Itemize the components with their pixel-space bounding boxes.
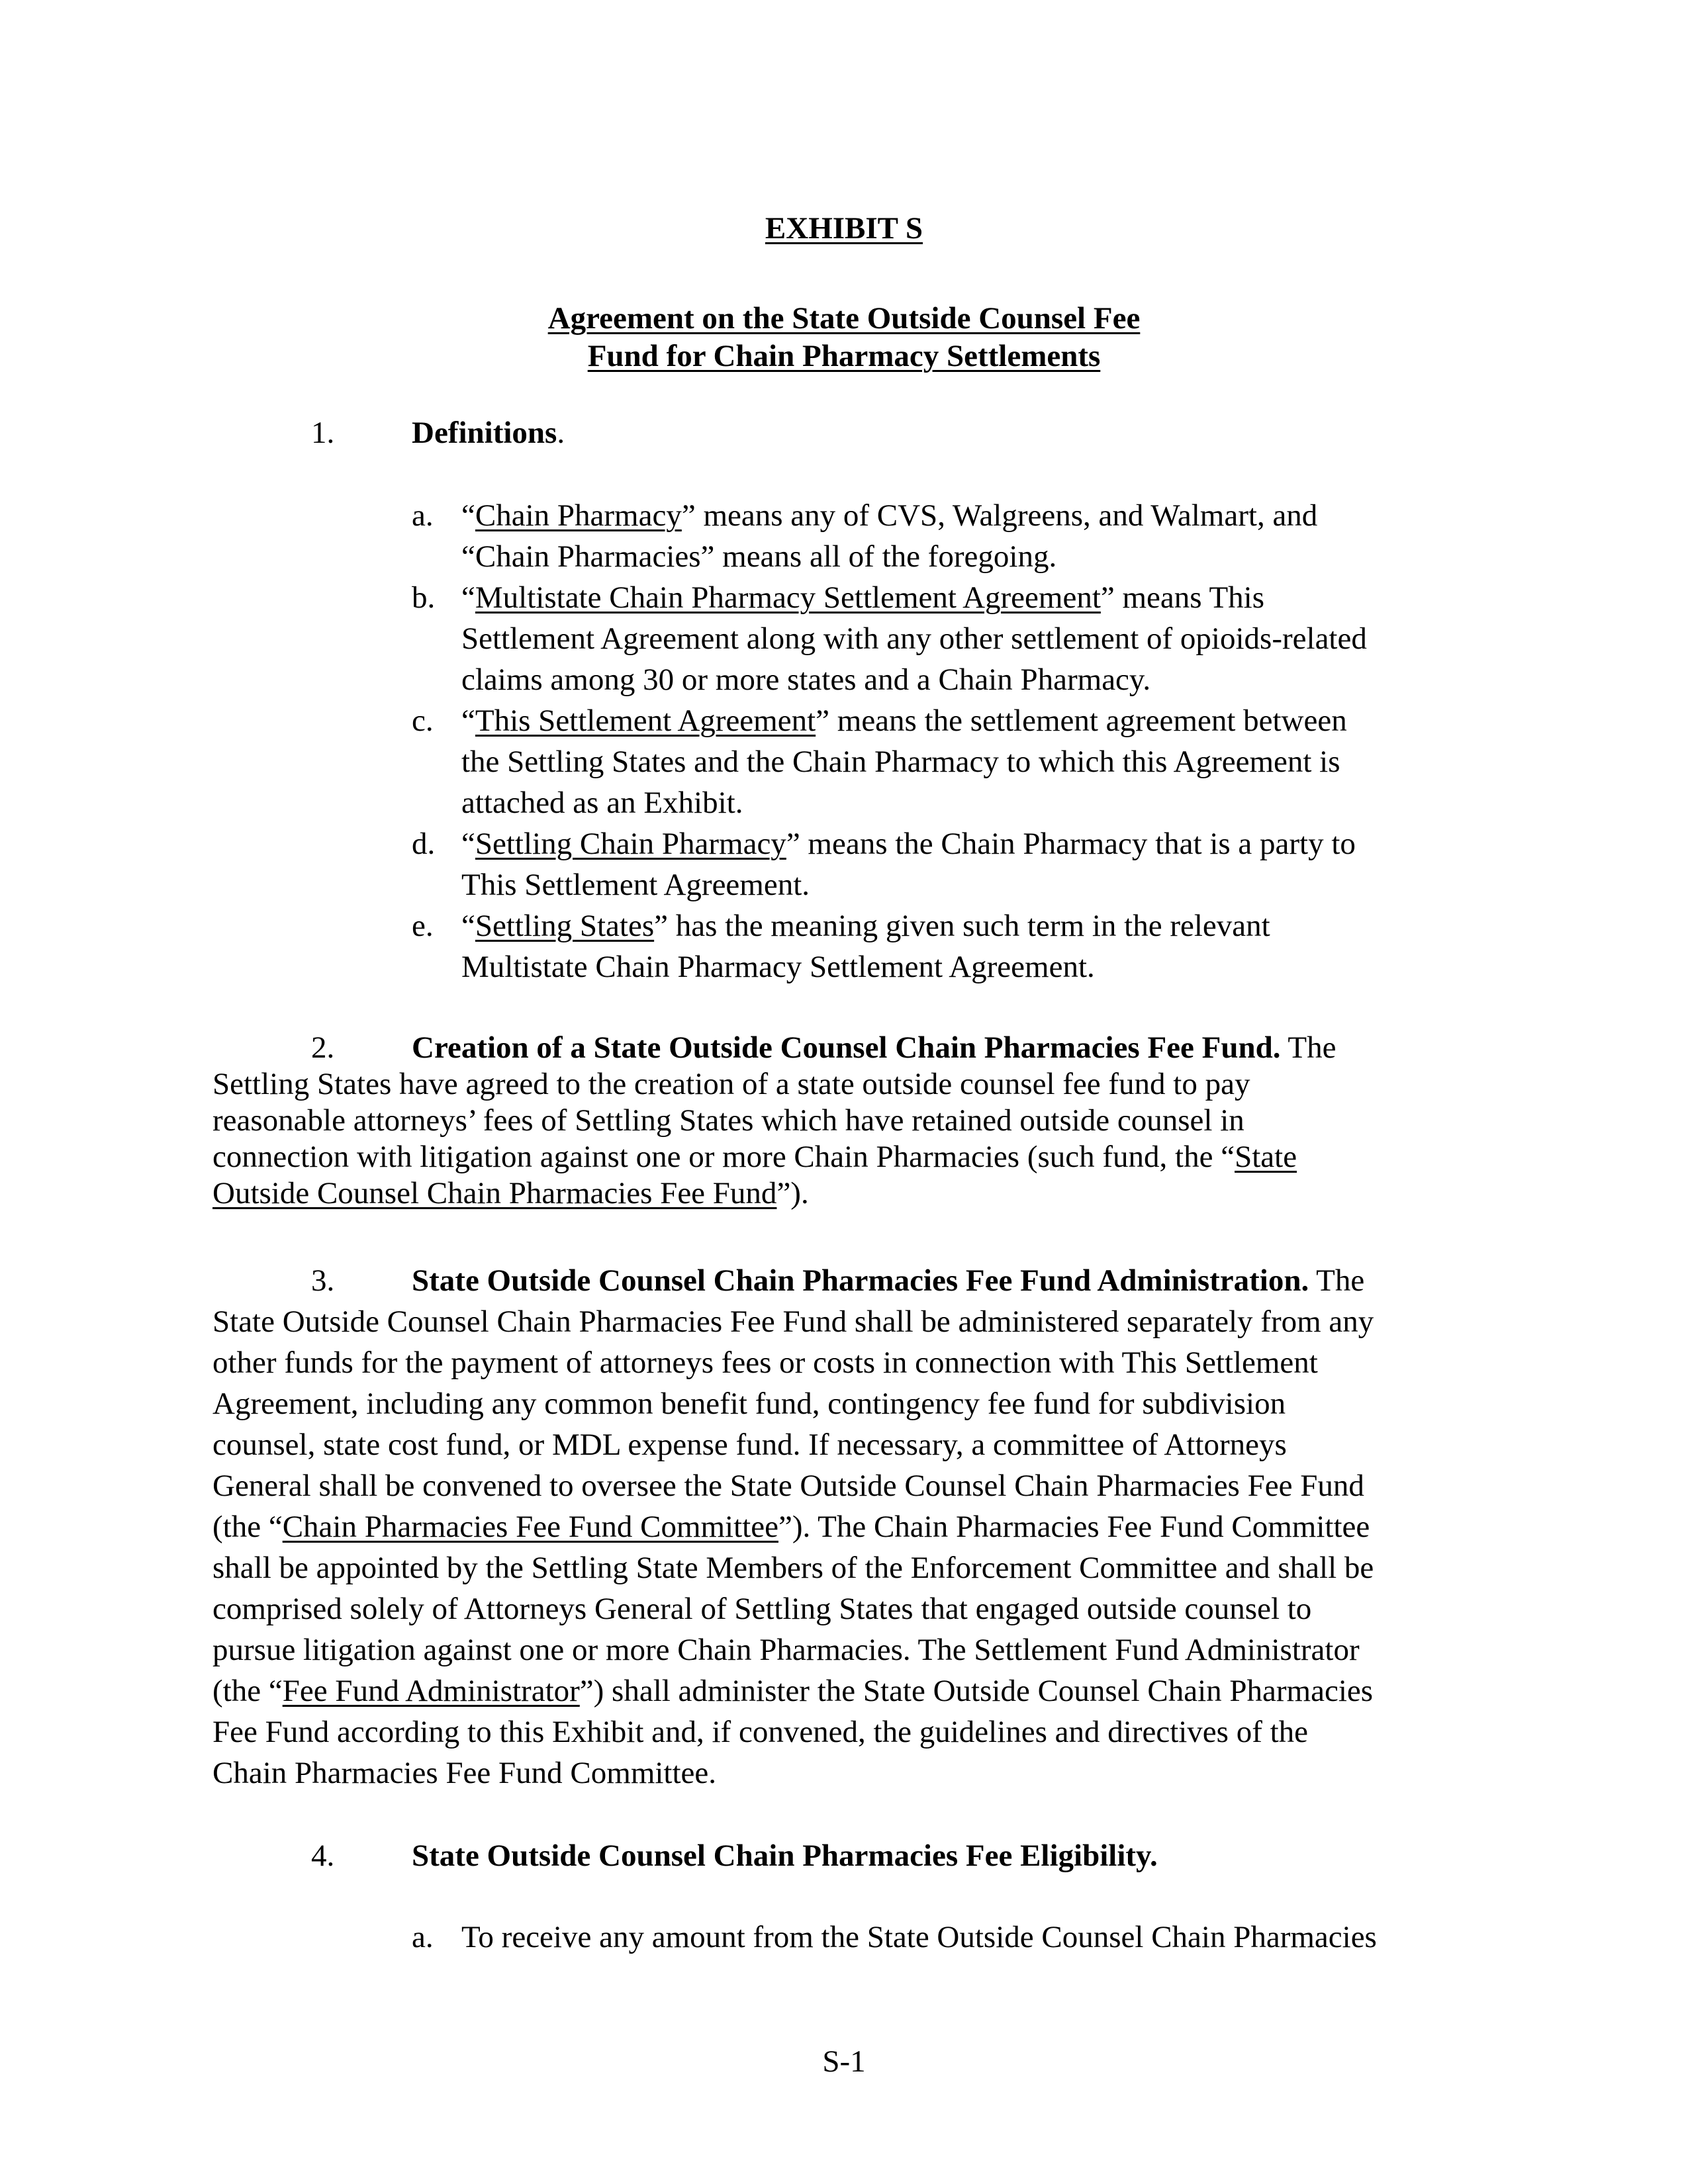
section-3-heading: State Outside Counsel Chain Pharmacies Fee Fund Administration. The <box>412 1263 1365 1298</box>
section-2-line-3: reasonable attorneys’ fees of Settling States which have retained outside counsel in <box>212 1103 1244 1138</box>
page-number: S-1 <box>822 2044 866 2079</box>
section-2-heading: Creation of a State Outside Counsel Chain Pharmacies Fee Fund. The <box>412 1030 1336 1065</box>
section-3-line-8: shall be appointed by the Settling State Members of the Enforcement Committee and shall be <box>212 1551 1374 1585</box>
exhibit-title: EXHIBIT S <box>765 211 923 246</box>
section-3-line-11: (the “Fee Fund Administrator”) shall administer the State Outside Counsel Chain Pharmacies <box>212 1674 1374 1708</box>
section-3-line-5: counsel, state cost fund, or MDL expense fund. If necessary, a committee of Attorneys <box>212 1428 1287 1462</box>
definition-a-label: a. <box>412 498 434 533</box>
definition-c-line-2: the Settling States and the Chain Pharmacy to which this Agreement is <box>461 745 1340 779</box>
definition-d-line-2: This Settlement Agreement. <box>461 868 810 902</box>
definition-b-line-1: “Multistate Chain Pharmacy Settlement Agreement” means This <box>461 580 1265 615</box>
definition-c-line-3: attached as an Exhibit. <box>461 786 743 820</box>
section-4-heading: State Outside Counsel Chain Pharmacies Fee Eligibility. <box>412 1839 1158 1873</box>
section-3-number: 3. <box>311 1263 335 1298</box>
definition-d-label: d. <box>412 827 436 861</box>
section-3-line-3: other funds for the payment of attorneys fees or costs in connection with This Settlement <box>212 1345 1318 1380</box>
section-2-line-4: connection with litigation against one or more Chain Pharmacies (such fund, the “State <box>212 1140 1297 1174</box>
section-1-number: 1. <box>311 416 335 450</box>
section-3-line-13: Chain Pharmacies Fee Fund Committee. <box>212 1756 717 1790</box>
definition-e-label: e. <box>412 909 434 943</box>
definition-b-line-3: claims among 30 or more states and a Chain Pharmacy. <box>461 662 1151 697</box>
section-1-heading: Definitions. <box>412 416 565 450</box>
section-3-line-10: pursue litigation against one or more Chain Pharmacies. The Settlement Fund Administrator <box>212 1633 1360 1667</box>
definition-d-line-1: “Settling Chain Pharmacy” means the Chain Pharmacy that is a party to <box>461 827 1356 861</box>
section-3-line-12: Fee Fund according to this Exhibit and, if convened, the guidelines and directives of the <box>212 1715 1309 1749</box>
section-2-line-5: Outside Counsel Chain Pharmacies Fee Fund”). <box>212 1176 809 1210</box>
section-3-line-4: Agreement, including any common benefit fund, contingency fee fund for subdivision <box>212 1387 1286 1421</box>
definition-a-line-1: “Chain Pharmacy” means any of CVS, Walgreens, and Walmart, and <box>461 498 1318 533</box>
section-4-number: 4. <box>311 1839 335 1873</box>
section-3-line-7: (the “Chain Pharmacies Fee Fund Committee”). The Chain Pharmacies Fee Fund Committee <box>212 1510 1370 1544</box>
definition-c-label: c. <box>412 704 434 738</box>
section-3-line-6: General shall be convened to oversee the State Outside Counsel Chain Pharmacies Fee Fund <box>212 1469 1364 1503</box>
subtitle-line-1: Agreement on the State Outside Counsel Fee <box>547 301 1141 336</box>
section-4-item-a-text: To receive any amount from the State Outside Counsel Chain Pharmacies <box>461 1920 1377 1954</box>
section-3-line-9: comprised solely of Attorneys General of Settling States that engaged outside counsel to <box>212 1592 1312 1626</box>
subtitle-line-2: Fund for Chain Pharmacy Settlements <box>587 339 1101 373</box>
section-4-item-a-label: a. <box>412 1920 434 1954</box>
definition-e-line-2: Multistate Chain Pharmacy Settlement Agreement. <box>461 950 1095 984</box>
definition-a-line-2: “Chain Pharmacies” means all of the foregoing. <box>461 539 1057 574</box>
section-2-number: 2. <box>311 1030 335 1065</box>
definition-e-line-1: “Settling States” has the meaning given such term in the relevant <box>461 909 1270 943</box>
definition-c-line-1: “This Settlement Agreement” means the settlement agreement between <box>461 704 1347 738</box>
definition-b-label: b. <box>412 580 436 615</box>
section-2-line-2: Settling States have agreed to the creation of a state outside counsel fee fund to pay <box>212 1067 1250 1101</box>
section-3-line-2: State Outside Counsel Chain Pharmacies Fee Fund shall be administered separately from any <box>212 1304 1374 1339</box>
definition-b-line-2: Settlement Agreement along with any other settlement of opioids-related <box>461 621 1367 656</box>
